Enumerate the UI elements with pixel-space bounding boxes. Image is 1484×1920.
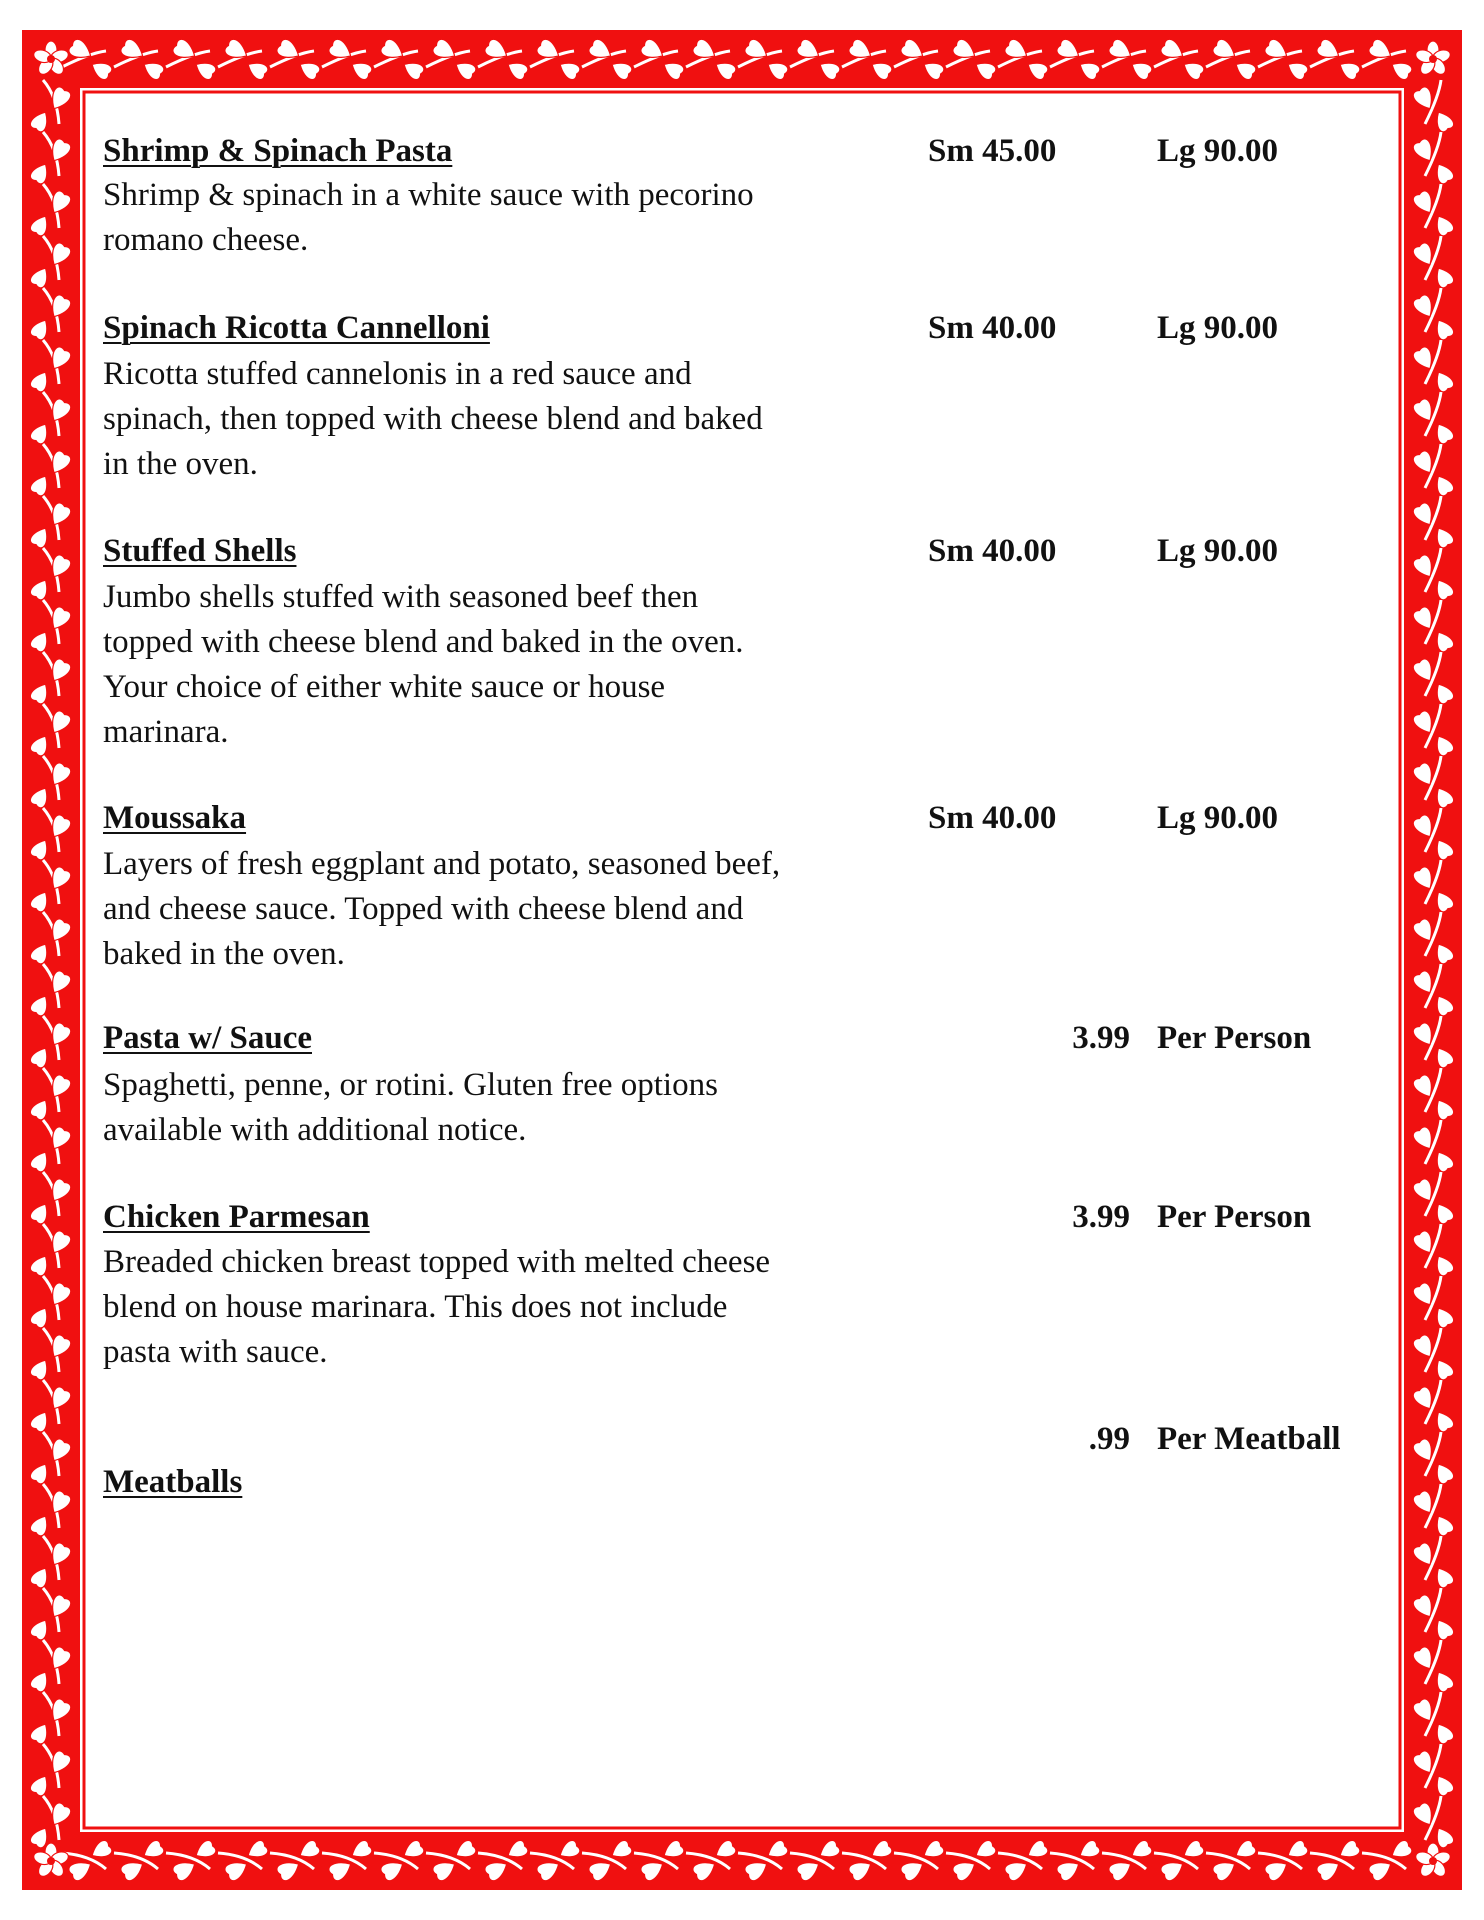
item-description: Breaded chicken breast topped with melted cheese blend on house marinara. This does not include pasta with sauce. xyxy=(103,1244,771,1370)
item-name-meatballs: Meatballs xyxy=(103,1464,243,1500)
price-large: Lg 90.00 xyxy=(1157,533,1279,569)
price-large: Lg 90.00 xyxy=(1157,133,1279,169)
item-description: Shrimp & spinach in a white sauce with pecorino romano cheese. xyxy=(103,177,754,258)
item-name-spinach-ricotta-cannelloni: Spinach Ricotta Cannelloni xyxy=(103,310,490,346)
item-description: Jumbo shells stuffed with seasoned beef then topped with cheese blend and baked in the oven. Your choice of either white sauce or house marinara. xyxy=(103,579,744,750)
price-large: Lg 90.00 xyxy=(1157,800,1279,836)
price-small: Sm 40.00 xyxy=(928,310,1057,346)
item-description: Spaghetti, penne, or rotini. Gluten free options available with additional notice. xyxy=(103,1067,718,1148)
price-per-unit: 3.99 xyxy=(1072,1020,1130,1056)
price-per-unit: .99 xyxy=(1088,1421,1130,1457)
price-small: Sm 45.00 xyxy=(928,133,1057,169)
price-unit-label: Per Person xyxy=(1157,1020,1312,1056)
item-description: Ricotta stuffed cannelonis in a red sauce and spinach, then topped with cheese blend and baked in the oven. xyxy=(103,356,763,482)
item-name-pasta-with-sauce: Pasta w/ Sauce xyxy=(103,1020,312,1056)
price-per-unit: 3.99 xyxy=(1072,1199,1130,1235)
item-name-moussaka: Moussaka xyxy=(103,800,247,836)
price-small: Sm 40.00 xyxy=(928,533,1057,569)
price-unit-label: Per Meatball xyxy=(1157,1421,1341,1457)
item-name-stuffed-shells: Stuffed Shells xyxy=(103,533,297,569)
price-large: Lg 90.00 xyxy=(1157,310,1279,346)
item-name-chicken-parmesan: Chicken Parmesan xyxy=(103,1199,370,1235)
item-name-shrimp-spinach-pasta: Shrimp & Spinach Pasta xyxy=(103,133,453,169)
item-description: Layers of fresh eggplant and potato, seasoned beef, and cheese sauce. Topped with cheese blend and baked in the oven. xyxy=(103,846,781,972)
price-small: Sm 40.00 xyxy=(928,800,1057,836)
price-unit-label: Per Person xyxy=(1157,1199,1312,1235)
